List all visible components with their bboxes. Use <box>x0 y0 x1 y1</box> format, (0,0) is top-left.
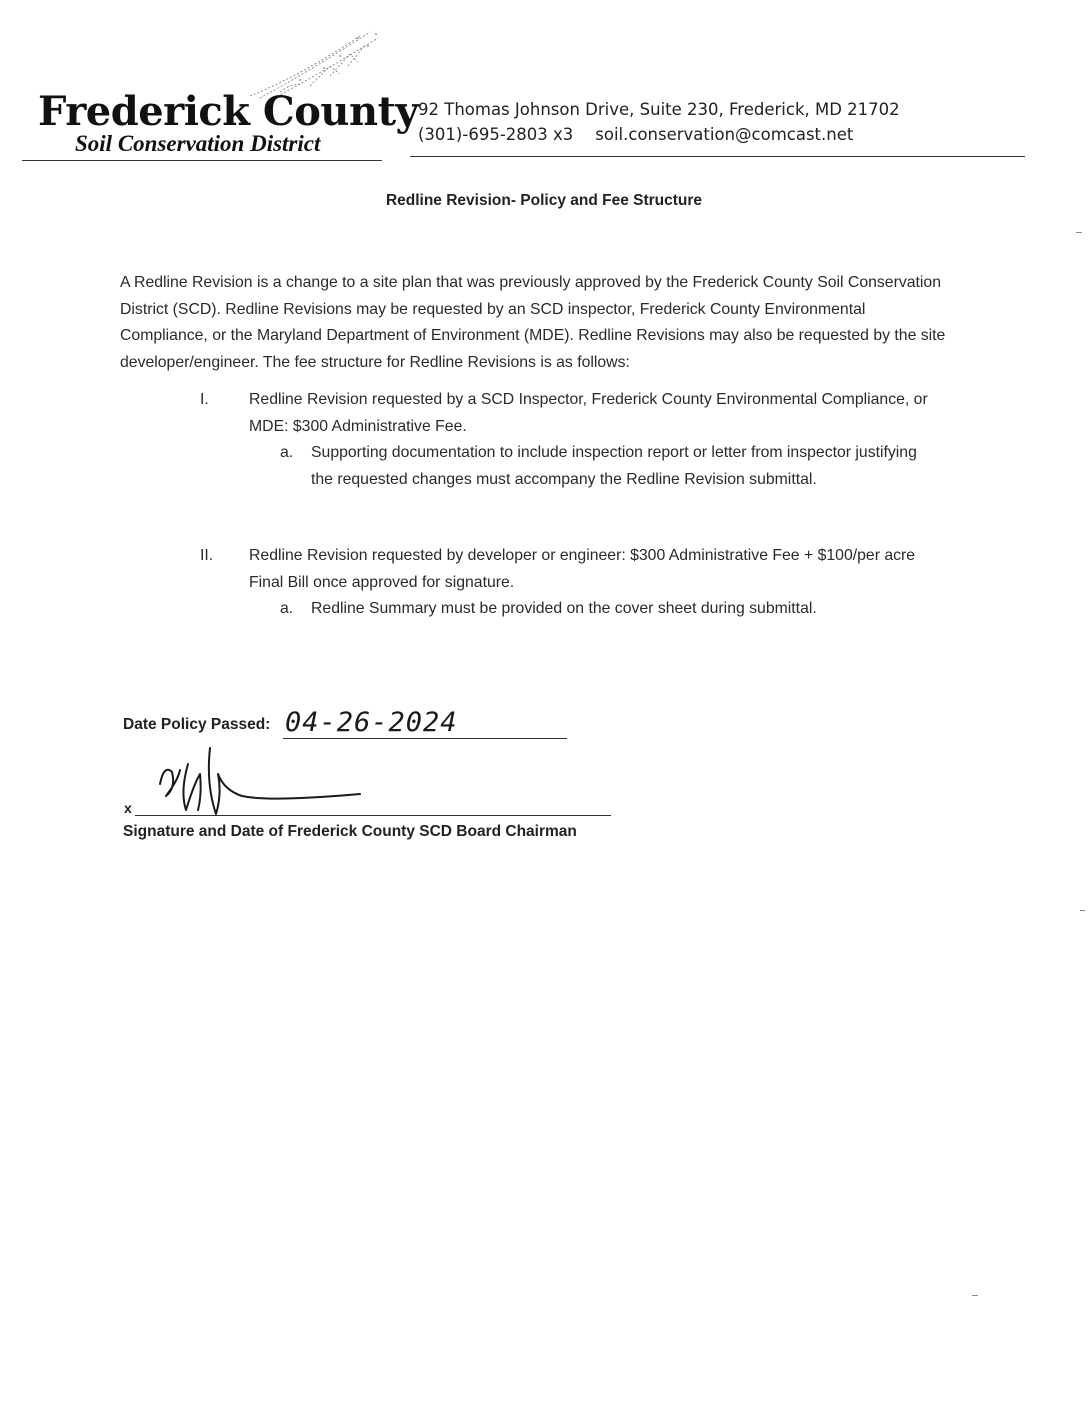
sub-item-text: Supporting documentation to include inspection report or letter from inspector justifying the requested changes must accompany the Redline Revision submittal. <box>311 444 917 488</box>
sub-item <box>280 440 920 493</box>
date-label: Date Policy Passed: <box>123 716 271 733</box>
email-link[interactable]: soil.conservation@comcast.net <box>595 125 854 144</box>
list-item <box>200 543 960 623</box>
date-handwritten: 04-26-2024 <box>285 707 458 738</box>
letterhead-divider-right <box>410 156 1025 157</box>
org-subname: Soil Conservation District <box>75 131 321 156</box>
document-title: Redline Revision- Policy and Fee Structure <box>385 192 703 209</box>
sub-item-letter: a. <box>280 600 294 617</box>
intro-paragraph: A Redline Revision is a change to a site plan that was previously approved by the Frederick County Soil Conservation District (SCD). Redline Revisions may be requested by an SCD inspector, Frederick County Environmental Compliance, or the Maryland Department of Environment (MDE). Redline Revisions may also be requested by the site developer/engineer. The fee structure for Redline Revisions is as follows: <box>120 274 946 371</box>
org-name: Frederick County <box>38 88 419 135</box>
signature-scribble-icon <box>150 744 370 824</box>
signature-line <box>135 815 611 816</box>
letterhead-contact <box>418 97 900 147</box>
scan-speck <box>1076 232 1082 233</box>
date-field <box>283 700 567 739</box>
logo <box>38 88 419 156</box>
item-text: Redline Revision requested by a SCD Inspector, Frederick County Environmental Compliance, or MDE: $300 Administrative Fee. <box>249 391 928 435</box>
address: 92 Thomas Johnson Drive, Suite 230, Frederick, MD 21702 <box>418 100 900 119</box>
sub-item <box>280 596 920 623</box>
contact-line <box>418 122 900 147</box>
sub-item-text: Redline Summary must be provided on the cover sheet during submittal. <box>311 600 817 617</box>
scan-speck <box>1080 910 1085 911</box>
phone: (301)-695-2803 x3 <box>418 125 574 144</box>
item-numeral: II. <box>200 547 214 564</box>
signature-x-mark: x <box>124 800 132 816</box>
item-text: Redline Revision requested by developer or engineer: $300 Administrative Fee + $100/per acre Final Bill once approved for signature. <box>249 547 916 591</box>
letterhead-divider-left <box>22 160 382 161</box>
list-item <box>200 387 960 493</box>
item-numeral: I. <box>200 391 209 408</box>
signature-caption: Signature and Date of Frederick County SCD Board Chairman <box>123 823 577 840</box>
sub-item-letter: a. <box>280 444 294 461</box>
scan-speck <box>972 1295 978 1296</box>
